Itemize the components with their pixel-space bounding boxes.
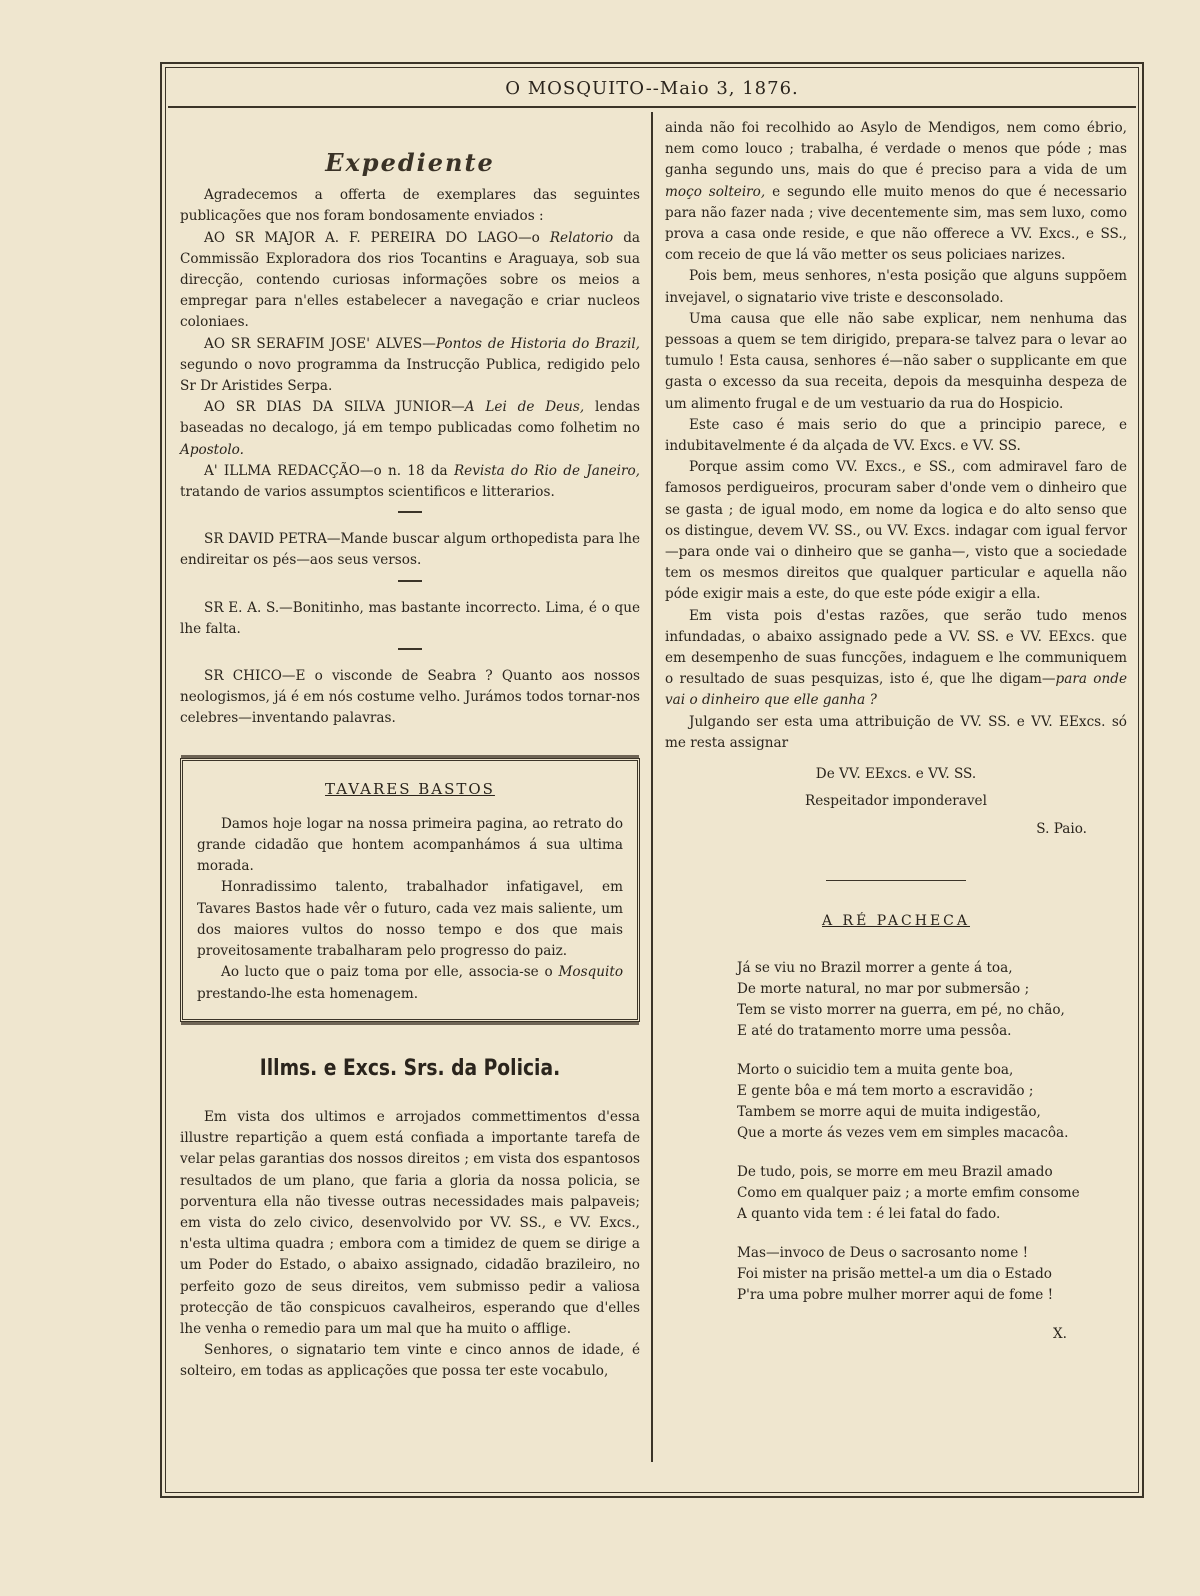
signature: S. Paio. [1036,820,1087,837]
policia-paragraph: Porque assim como VV. Excs., e SS., com admiravel faro de famosos perdigueiros, procuram saber d'onde vem o dinheiro que se gasta ; de igual modo, em nome da logica e do alto senso que os distingue, devem VV. SS., ou VV. Excs. indagar com igual fervor—para onde vai o dinheiro que se ganha—, visto que a sociedade tem os mesmos direitos que qualquer particular e aquella não póde exigir mais a este, do que este póde exigir a ella. [665,459,1127,603]
section-rule [826,880,966,881]
policia-paragraph: Senhores, o signatario tem vinte e cinco annos de idade, é solteiro, em todas as applicações que possa ter este vocabulo, [180,1342,640,1380]
expediente-intro: Agradecemos a offerta de exemplares das seguintes publicações que nos foram bondosamente enviados : [180,187,640,225]
closing-line: De VV. EExcs. e VV. SS. [815,766,977,783]
policia-paragraph: ainda não foi recolhido ao Asylo de Mendigos, nem como ébrio, nem como louco ; trabalha, é verdade o menos que póde ; mas ganha segundo uns, mais do que é preciso para a vida de um moço solteiro, e segundo elle muito menos do que é necessario para não fazer nada ; vive decentemente sim, mas sem luxo, como prova a casa onde reside, e que não offerece a VV. Excs., e SS., com receio de que lá vão metter os seus policiaes narizes. [665,120,1127,264]
column-divider [651,112,653,1462]
page-header: O MOSQUITO--Maio 3, 1876. [168,72,1136,108]
policia-title: Illms. e Excs. Srs. da Policia. [259,1055,561,1081]
policia-paragraph: Em vista dos ultimos e arrojados commettimentos d'essa illustre repartição a quem está confiada a importante tarefa de velar pelas garantias dos nossos direitos ; em vista dos espantosos resultados de um plano, que faria a gloria da nossa policia, se porventura ella não tivesse outras necessidades mais palpaveis; em vista do zelo civico, desenvolvido por VV. SS., e VV. Excs., n'esta ultima quadra ; embora com a timidez de quem se dirige a um Poder do Estado, o abaixo assignado, cidadão brazileiro, no perfeito gozo de seus direitos, vem submisso pedir a valiosa protecção de tão conspicuos cavalheiros, esperando que d'elles lhe venha o remedio para um mal que ha muito o afflige. [180,1108,640,1337]
closing-line: Respeitador imponderavel [805,793,987,810]
tavares-paragraph: Ao lucto que o paiz toma por elle, associa-se o Mosquito prestando-lhe esta homenagem. [197,964,623,1002]
right-column [665,118,1127,1345]
expediente-item: AO SR DIAS DA SILVA JUNIOR—A Lei de Deus, lendas baseadas no decalogo, já em tempo publicadas como folhetim no Apostolo. [180,399,640,458]
tavares-paragraph: Damos hoje logar na nossa primeira pagina, ao retrato do grande cidadão que hontem acompanhámos á sua ultima morada. [197,815,623,875]
poem-stanza: Morto o suicidio tem a muita gente boa, E gente bôa e má tem morto a escravidão ; Tambem se morre aqui de muita indigestão, Que a morte ás vezes vem em simples macacôa. [737,1061,1069,1141]
policia-paragraph: Uma causa que elle não sabe explicar, nem nenhuma das pessoas a quem se tem dirigido, prepara-se talvez para o levar ao tumulo ! Esta causa, senhores é—não saber o supplicante em que gasta o excesso da sua receita, depois da mesquinha despeza de um alimento frugal e de um vestuario da rua do Hospicio. [665,310,1127,412]
tavares-paragraph: Honradissimo talento, trabalhador infatigavel, em Tavares Bastos hade vêr o futuro, cada vez mais saliente, um dos maiores vultos do nosso tempo e dos que mais proveitosamente trabalharam pelo progresso do paiz. [197,879,623,960]
separator [398,648,422,650]
note: SR CHICO—E o visconde de Seabra ? Quanto aos nossos neologismos, já é em nós costume velho. Jurámos todos tornar-nos celebres—inventando palavras. [180,668,640,727]
separator [398,580,422,582]
poem-stanza: De tudo, pois, se morre em meu Brazil amado Como em qualquer paiz ; a morte emfim consome A quanto vida tem : é lei fatal do fado. [737,1163,1080,1222]
poem-stanza: Já se viu no Brazil morrer a gente á toa, De morte natural, no mar por submersão ; Tem se visto morrer na guerra, em pé, no chão, E até do tratamento morre uma pessôa. [737,959,1065,1039]
policia-paragraph: Julgando ser esta uma attribuição de VV. SS. e VV. EExcs. só me resta assignar [665,713,1127,751]
policia-paragraph: Este caso é mais serio do que a principio parece, e indubitavelmente é da alçada de VV. Excs. e VV. SS. [665,416,1127,455]
tavares-title: TAVARES BASTOS [325,779,495,798]
poem-signature: X. [1053,1325,1067,1342]
poem-title: A RÉ PACHECA [822,912,970,929]
note: SR E. A. S.—Bonitinho, mas bastante incorrecto. Lima, é o que lhe falta. [180,599,640,637]
separator [398,511,422,513]
expediente-title: Expediente [325,148,495,177]
left-column [180,118,640,1383]
expediente-item: A' ILLMA REDACÇÃO—o n. 18 da Revista do Rio de Janeiro, tratando de varios assumptos scientificos e litterarios. [180,462,640,501]
expediente-item: AO SR SERAFIM JOSE' ALVES—Pontos de Historia do Brazil, segundo o novo programma da Instrucção Publica, redigido pelo Sr Dr Aristides Serpa. [180,335,640,395]
policia-paragraph: Em vista pois d'estas razões, que serão tudo menos infundadas, o abaixo assignado pede a VV. SS. e VV. EExcs. que em desempenho de suas funcções, indaguem e lhe communiquem o resultado de suas pesquizas, isto é, que lhe digam—para onde vai o dinheiro que elle ganha ? [665,607,1127,709]
poem-stanza: Mas—invoco de Deus o sacrosanto nome ! Foi mister na prisão mettel-a um dia o Estado P'ra uma pobre mulher morrer aqui de fome ! [737,1244,1054,1303]
tavares-bastos-box [180,758,640,1022]
note: SR DAVID PETRA—Mande buscar algum orthopedista para lhe endireitar os pés—aos seus versos. [180,531,640,569]
expediente-item: AO SR MAJOR A. F. PEREIRA DO LAGO—o Relatorio da Commissão Exploradora dos rios Tocantins e Araguaya, sob sua direcção, contendo curiosas informações sobre os meios a empregar para n'elles estabelecer a navegação e criar nucleos coloniaes. [180,229,640,331]
policia-paragraph: Pois bem, meus senhores, n'esta posição que alguns suppõem invejavel, o signatario vive triste e desconsolado. [665,268,1127,306]
